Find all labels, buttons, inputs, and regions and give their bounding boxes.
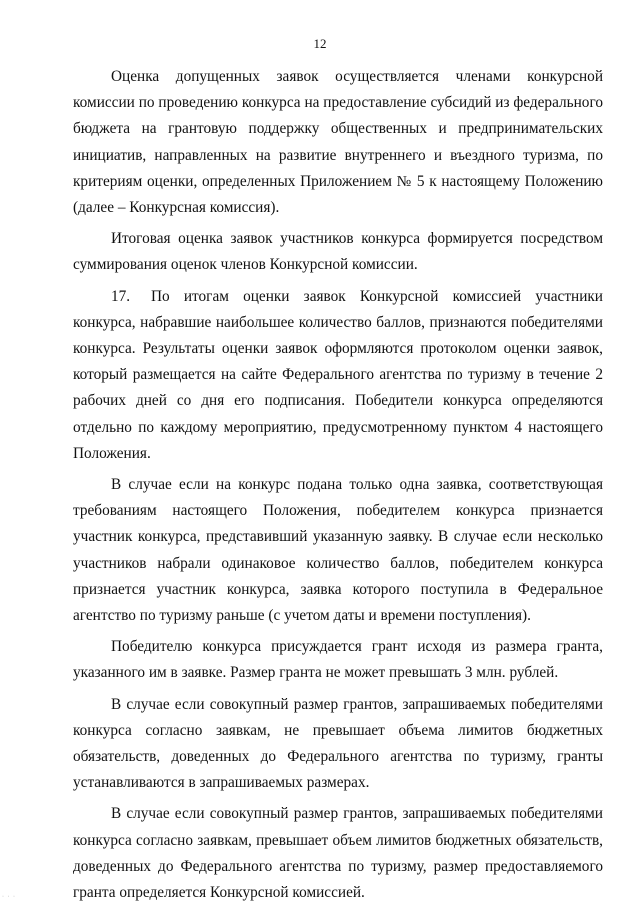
paragraph-clause-17 <box>73 284 603 467</box>
paragraph-single-application: В случае если на конкурс подана только одна заявка, соответствующая требованиям настоящего Положения, победителем конкурса признается участник конкурса, представивший указанную заявку. В случае если несколько участников набрали одинаковое количество баллов, победителем конкурса признается участник конкурса, заявка которого поступила в Федеральное агентство по туризму раньше (с учетом даты и времени поступления). <box>73 476 603 625</box>
document-body <box>73 64 603 911</box>
paragraph-within-limits: В случае если совокупный размер грантов, запрашиваемых победителями конкурса согласно заявкам, не превышает объема лимитов бюджетных обязательств, доведенных до Федерального агентства по туризму, гранты устанавливаются в запрашиваемых размерах. <box>73 695 603 792</box>
clause-number: 17. <box>111 287 131 305</box>
paragraph-exceeds-limits: В случае если совокупный размер грантов, запрашиваемых победителями конкурса согласно заявкам, превышает объем лимитов бюджетных обязательств, доведенных до Федерального агентства по туризму, размер предоставляемого гранта определяется Конкурсной комиссией. <box>73 805 603 902</box>
paragraph-grant-award: Победителю конкурса присуждается грант исходя из размера гранта, указанного им в заявке. Размер гранта не может превышать 3 млн. рублей. <box>73 638 603 682</box>
paragraph-evaluation-procedure: Оценка допущенных заявок осуществляется членами конкурсной комиссии по проведению конкурса на предоставление субсидий из федерального бюджета на грантовую поддержку общественных и предпринимательских инициатив, направленных на развитие внутреннего и въездного туризма, по критериям оценки, определенных Приложением № 5 к настоящему Положению (далее – Конкурсная комиссия). <box>73 68 603 217</box>
paragraph-final-score: Итоговая оценка заявок участников конкурса формируется посредством суммирования оценок членов Конкурсной комиссии. <box>73 230 603 274</box>
clause-17-text: По итогам оценки заявок Конкурсной комиссией участники конкурса, набравшие наибольшее количество баллов, признаются победителями конкурса. Результаты оценки заявок оформляются протоколом оценки заявок, который размещается на сайте Федерального агентства по туризму в течение 2 рабочих дней со дня его подписания. Победители конкурса определяются отдельно по каждому мероприятию, предусмотренному пунктом 4 настоящего Положения. <box>73 287 603 462</box>
page-number: 12 <box>313 36 327 51</box>
scan-artifact-mark: · · · <box>2 894 16 900</box>
